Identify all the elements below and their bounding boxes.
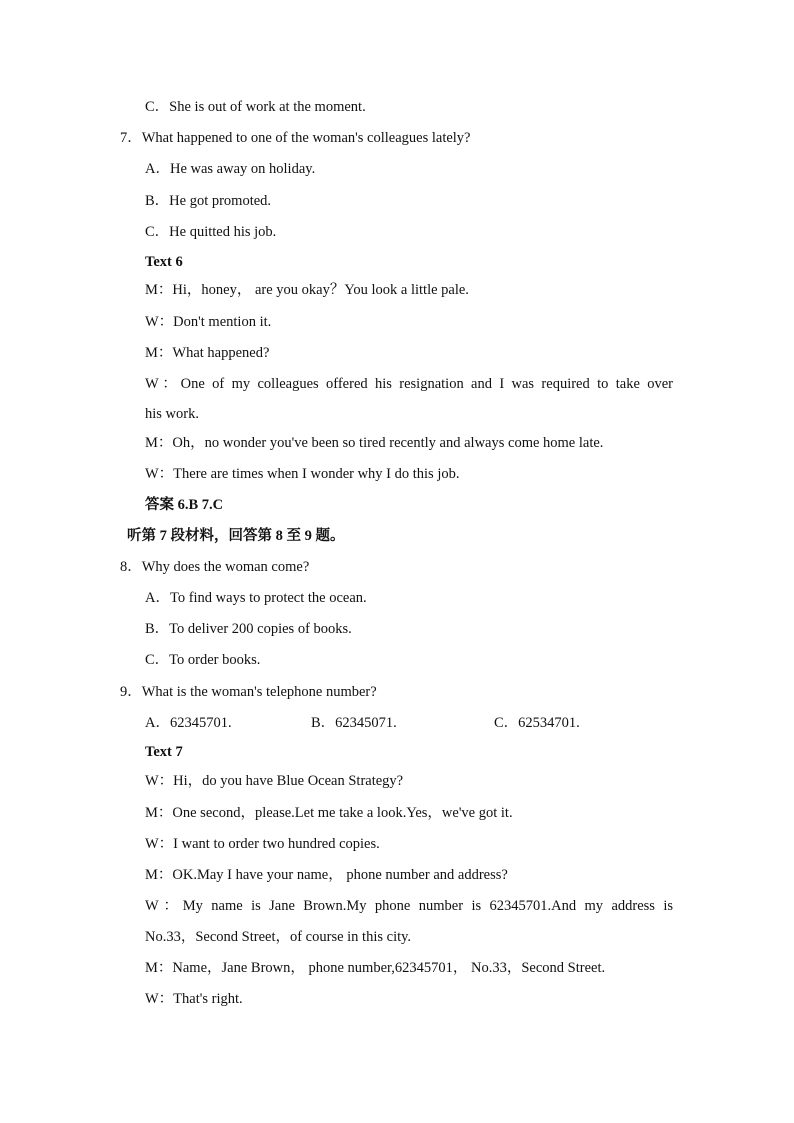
- text6-line: his work.: [145, 406, 199, 422]
- q9-option-c: C．62534701.: [494, 715, 580, 731]
- answer-key: 答案 6.B 7.C: [145, 497, 224, 513]
- text7-line: M：One second，please.Let me take a look.Yes，we've got it.: [145, 805, 513, 821]
- text6-line: M：Oh，no wonder you've been so tired recently and always come home late.: [145, 435, 604, 451]
- text7-line: W：I want to order two hundred copies.: [145, 836, 380, 852]
- text7-line: M：OK.May I have your name， phone number and address?: [145, 867, 508, 883]
- q9-option-b: B．62345071.: [311, 715, 397, 731]
- q7-option-b: B．He got promoted.: [145, 193, 272, 209]
- q8-option-b: B．To deliver 200 copies of books.: [145, 621, 352, 637]
- q8-option-a: A．To find ways to protect the ocean.: [145, 590, 367, 606]
- q7-question: 7．What happened to one of the woman's colleagues lately?: [120, 130, 471, 146]
- q6-option-c: C．She is out of work at the moment.: [145, 99, 366, 115]
- q8-question: 8．Why does the woman come?: [120, 559, 310, 575]
- q8-option-c: C．To order books.: [145, 652, 261, 668]
- text7-title: Text 7: [145, 744, 183, 760]
- text6-line: W：There are times when I wonder why I do this job.: [145, 466, 460, 482]
- q7-option-c: C．He quitted his job.: [145, 224, 277, 240]
- text7-line: M：Name，Jane Brown， phone number,62345701， No.33，Second Street.: [145, 960, 606, 976]
- text6-line: M：Hi，honey， are you okay？You look a little pale.: [145, 282, 469, 298]
- text6-title: Text 6: [145, 254, 183, 270]
- q7-option-a: A．He was away on holiday.: [145, 161, 316, 177]
- text6-line: M：What happened?: [145, 345, 270, 361]
- text7-line: W：That's right.: [145, 991, 243, 1007]
- text7-line: W：My name is Jane Brown.My phone number is 62345701.And my address is: [145, 898, 673, 914]
- text7-line: W：Hi，do you have Blue Ocean Strategy?: [145, 773, 404, 789]
- text7-line: No.33，Second Street，of course in this city.: [145, 929, 412, 945]
- text6-line: W：One of my colleagues offered his resignation and I was required to take over: [145, 376, 673, 392]
- text6-line: W：Don't mention it.: [145, 314, 272, 330]
- section-instruction: 听第 7 段材料，回答第 8 至 9 题。: [127, 528, 345, 544]
- q9-question: 9．What is the woman's telephone number?: [120, 684, 377, 700]
- q9-option-a: A．62345701.: [145, 715, 232, 731]
